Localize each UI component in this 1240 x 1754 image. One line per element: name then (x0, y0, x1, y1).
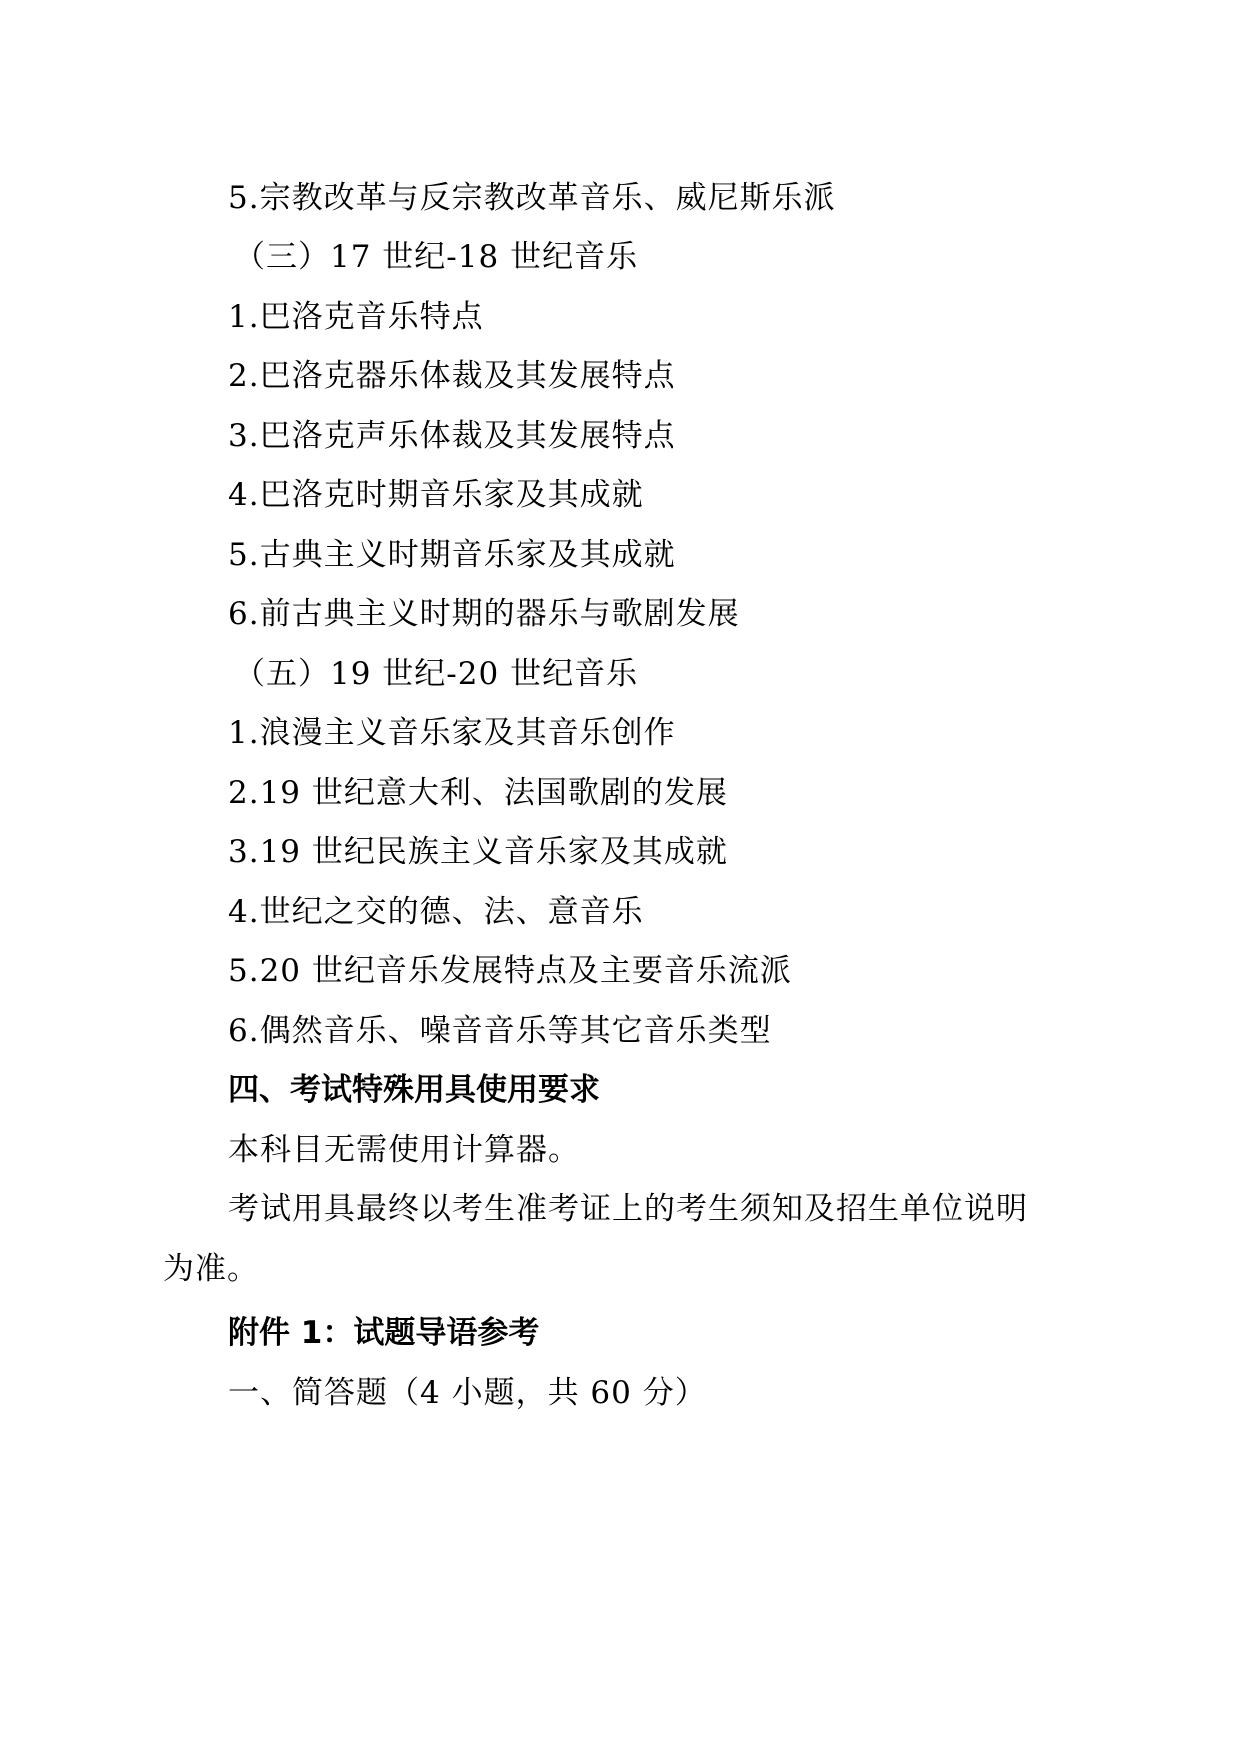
list-item: 4.世纪之交的德、法、意音乐 (228, 894, 644, 930)
list-item: 4.巴洛克时期音乐家及其成就 (228, 477, 644, 513)
list-item: 6.偶然音乐、噪音音乐等其它音乐类型 (228, 1013, 772, 1049)
list-item: 3.巴洛克声乐体裁及其发展特点 (228, 418, 676, 454)
list-item: 6.前古典主义时期的器乐与歌剧发展 (228, 596, 740, 632)
paragraph: 本科目无需使用计算器。 (228, 1132, 580, 1168)
section-subheading: （五）19 世纪-20 世纪音乐 (234, 656, 639, 692)
list-item: 3.19 世纪民族主义音乐家及其成就 (228, 834, 728, 870)
section-subheading: （三）17 世纪-18 世纪音乐 (234, 239, 639, 275)
paragraph-continuation: 为准。 (163, 1251, 259, 1287)
list-item: 2.19 世纪意大利、法国歌剧的发展 (228, 775, 728, 811)
paragraph: 考试用具最终以考生准考证上的考生须知及招生单位说明 (228, 1191, 1028, 1227)
appendix-heading: 附件 1：试题导语参考 (228, 1315, 540, 1351)
list-item: 5.宗教改革与反宗教改革音乐、威尼斯乐派 (228, 180, 836, 216)
section-heading: 四、考试特殊用具使用要求 (228, 1072, 600, 1108)
list-item: 1.浪漫主义音乐家及其音乐创作 (228, 715, 676, 751)
paragraph: 一、简答题（4 小题，共 60 分） (228, 1375, 707, 1411)
list-item: 5.古典主义时期音乐家及其成就 (228, 537, 676, 573)
list-item: 2.巴洛克器乐体裁及其发展特点 (228, 358, 676, 394)
list-item: 1.巴洛克音乐特点 (228, 299, 484, 335)
list-item: 5.20 世纪音乐发展特点及主要音乐流派 (228, 953, 792, 989)
